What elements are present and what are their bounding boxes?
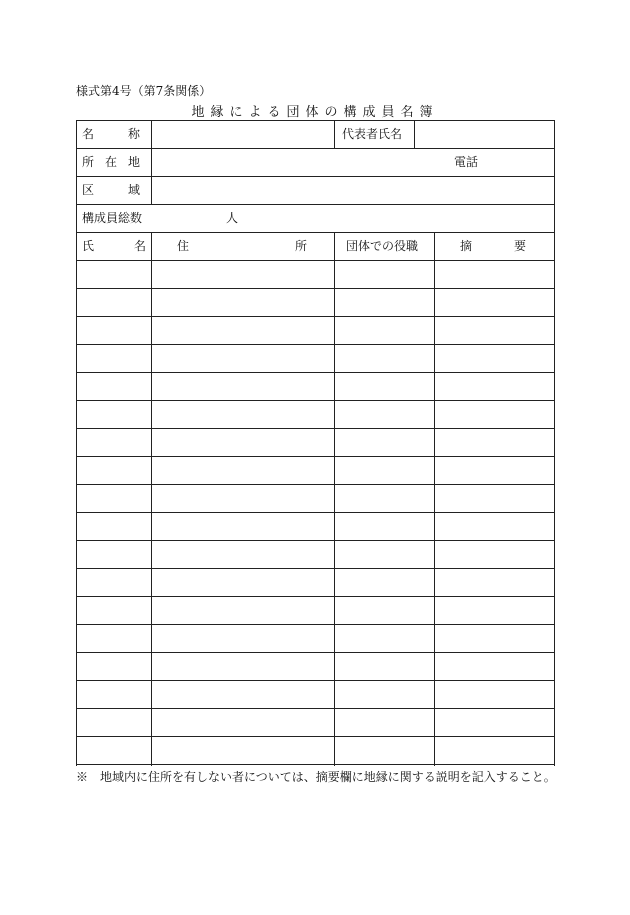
table-line (334, 232, 335, 766)
members-total-label: 構成員総数 (82, 211, 143, 225)
label-char: 地 (127, 155, 140, 169)
table-row-line (76, 456, 554, 457)
label-char: 域 (127, 183, 140, 197)
area-label-spread (82, 183, 140, 197)
table-line (151, 232, 152, 766)
address-label-spread (82, 155, 140, 169)
table-row-line (76, 372, 554, 373)
form-code: 様式第4号（第7条関係） (76, 84, 212, 98)
label-char: 区 (82, 183, 95, 197)
label-char: 在 (104, 155, 117, 169)
table-row-line (76, 624, 554, 625)
label-char: 名 (133, 239, 146, 253)
footnote: ※ 地域内に住所を有しない者については、摘要欄に地縁に関する説明を記入すること。 (76, 770, 556, 784)
table-row-line (76, 596, 554, 597)
column-header-remarks (460, 239, 526, 253)
table-row-line (76, 484, 554, 485)
table-row-line (76, 288, 554, 289)
label-char: 所 (294, 239, 307, 253)
table-row-line (76, 512, 554, 513)
table-row-line (76, 400, 554, 401)
table-line (76, 232, 554, 233)
representative-label: 代表者氏名 (342, 127, 403, 141)
column-header-role: 団体での役職 (346, 239, 419, 253)
table-row-line (76, 764, 554, 765)
table-row-line (76, 736, 554, 737)
table-row-line (76, 316, 554, 317)
document-title: 地縁による団体の構成員名簿 (191, 105, 439, 120)
table-line (414, 120, 415, 148)
table-line (76, 260, 554, 261)
members-unit: 人 (226, 211, 239, 225)
table-line (434, 232, 435, 766)
label-char: 住 (177, 239, 190, 253)
table-line (151, 120, 152, 204)
column-header-name (82, 239, 146, 253)
table-row-line (76, 540, 554, 541)
column-header-address (177, 239, 307, 253)
table-line (76, 148, 554, 149)
table-row-line (76, 708, 554, 709)
table-line (334, 120, 335, 148)
phone-label: 電話 (454, 155, 479, 169)
table-row-line (76, 652, 554, 653)
table-row-line (76, 680, 554, 681)
label-char: 所 (82, 155, 95, 169)
label-char: 称 (127, 127, 140, 141)
table-row-line (76, 568, 554, 569)
label-char: 要 (513, 239, 526, 253)
table-line (76, 176, 554, 177)
table-line (76, 204, 554, 205)
table-row-line (76, 344, 554, 345)
label-char: 氏 (82, 239, 95, 253)
table-row-line (76, 428, 554, 429)
group-name-label (82, 127, 140, 141)
table-border-right (554, 120, 555, 766)
table-border-left (76, 120, 77, 766)
member-roster-table (76, 120, 554, 766)
label-char: 摘 (460, 239, 473, 253)
table-border-top (76, 120, 554, 121)
label-char: 名 (82, 127, 95, 141)
